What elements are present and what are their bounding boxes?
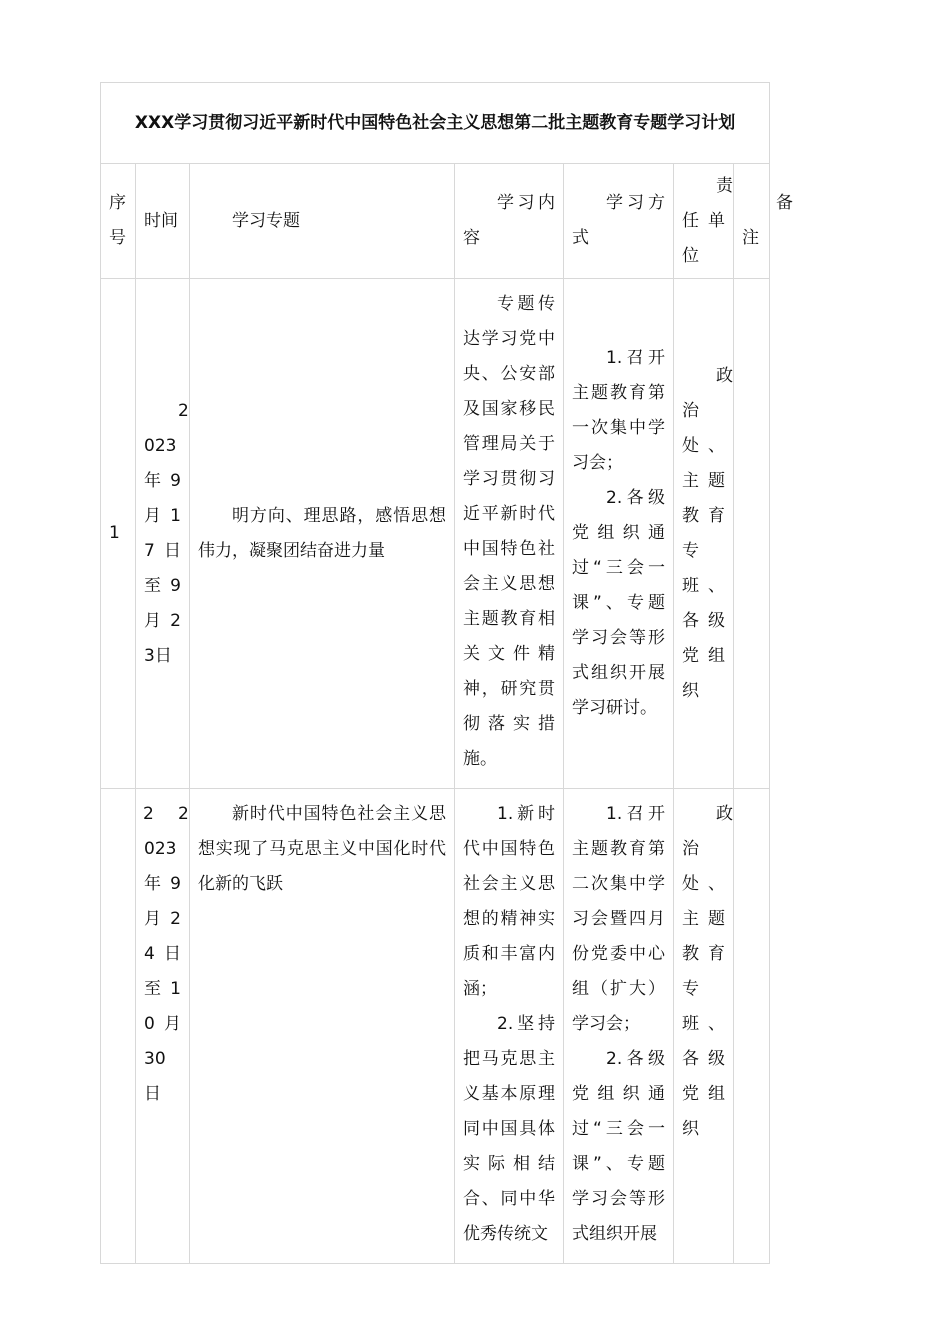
- row2-content: [455, 789, 564, 1264]
- row2-content-item-1: 1.新时代中国特色社会主义思想的精神实质和丰富内涵；: [463, 804, 555, 999]
- row2-topic: 新时代中国特色社会主义思想实现了马克思主义中国化时代化新的飞跃: [190, 789, 455, 1264]
- header-seq-label: 序号: [109, 193, 126, 248]
- row1-content: 专题传达学习党中央、公安部及国家移民管理局关于学习贯彻习近平新时代中国特色社会主义思想主题教育相关文件精神，研究贯彻落实措施。: [455, 279, 564, 789]
- row2-time: 2023年9月24日至10月30日: [136, 789, 190, 1264]
- row1-method: [564, 279, 674, 789]
- header-row: [101, 164, 770, 279]
- row2-method-item-1: 1.召开主题教育第二次集中学习会暨四月份党委中心组（扩大）学习会；: [572, 804, 665, 1034]
- header-method: [564, 164, 674, 279]
- row2-responsible: 政治处、主题教育专班、各级党组织: [674, 789, 734, 1264]
- row1-method-item-2: 2.各级党组织通过“三会一课”、专题学习会等形式组织开展学习研讨。: [572, 488, 665, 718]
- table-row: [101, 789, 770, 1264]
- row2-seq: 2: [101, 789, 136, 1264]
- title-row: [101, 83, 770, 164]
- header-responsible-label: 责任单位: [682, 175, 733, 266]
- header-seq: [101, 164, 136, 279]
- header-method-label: 学习方式: [572, 193, 665, 248]
- table-row: [101, 279, 770, 789]
- header-note-label: 备注: [742, 193, 793, 248]
- header-topic: [190, 164, 455, 279]
- header-content-label: 学习内容: [463, 193, 555, 248]
- study-plan-table: [100, 82, 793, 1264]
- row2-content-item-2: 2.坚持把马克思主义基本原理同中国具体实际相结合、同中华优秀传统文: [463, 1014, 555, 1244]
- row1-responsible: 政治处、主题教育专班、各级党组织: [674, 279, 734, 789]
- row2-method-item-2: 2.各级党组织通过“三会一课”、专题学习会等形式组织开展: [572, 1049, 665, 1244]
- header-time-label: 时间: [144, 210, 178, 231]
- row2-method: [564, 789, 674, 1264]
- header-topic-label: 学习专题: [232, 210, 300, 231]
- row1-note: [734, 279, 770, 789]
- row2-note: [734, 789, 770, 1264]
- row1-topic: 明方向、理思路，感悟思想伟力，凝聚团结奋进力量: [190, 279, 455, 789]
- document-title: XXX学习贯彻习近平新时代中国特色社会主义思想第二批主题教育专题学习计划: [101, 83, 770, 164]
- row1-seq: 1: [101, 279, 136, 789]
- row1-time: 2023年9月17日至9月23日: [136, 279, 190, 789]
- header-note: [734, 164, 793, 279]
- header-responsible: [674, 164, 734, 279]
- header-content: [455, 164, 564, 279]
- row1-method-item-1: 1.召开主题教育第一次集中学习会；: [572, 348, 665, 473]
- header-time: [136, 164, 190, 279]
